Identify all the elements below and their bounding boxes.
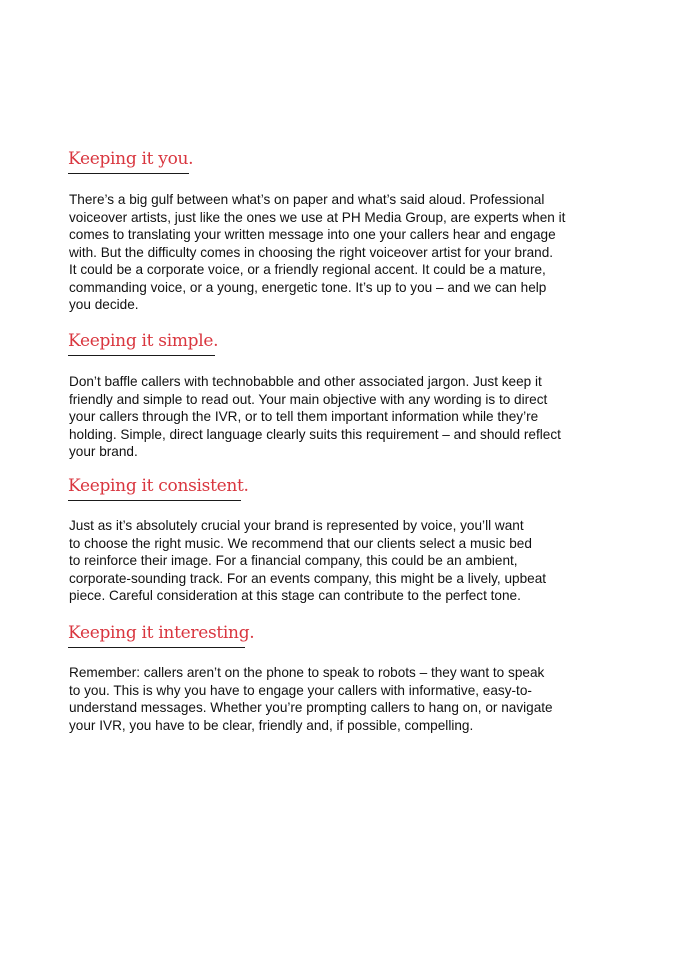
paragraph-line: to reinforce their image. For a financial company, this could be an ambient, (69, 553, 518, 568)
section-heading: Keeping it consistent. (68, 476, 249, 496)
paragraph-line: voiceover artists, just like the ones we use at PH Media Group, are experts when it (69, 209, 566, 225)
paragraph-line: to choose the right music. We recommend that our clients select a music bed (69, 535, 532, 551)
paragraph-line: you decide. (69, 297, 139, 312)
paragraph-line: corporate-sounding track. For an events company, this might be a lively, upbeat (69, 570, 547, 586)
heading-underline (68, 500, 241, 501)
section-heading: Keeping it you. (68, 149, 194, 169)
section-paragraph (69, 517, 629, 605)
paragraph-line: Just as it’s absolutely crucial your brand is represented by voice, you’ll want (69, 518, 524, 533)
paragraph-line: comes to translating your written message into one your callers hear and engage (69, 227, 556, 242)
paragraph-line: with. But the difficulty comes in choosing the right voiceover artist for your brand. (69, 244, 554, 260)
paragraph-line: your IVR, you have to be clear, friendly and, if possible, compelling. (69, 717, 474, 733)
paragraph-line: There’s a big gulf between what’s on paper and what’s said aloud. Professional (69, 192, 545, 207)
heading-underline (68, 173, 189, 174)
heading-underline (68, 647, 245, 648)
section-paragraph (69, 191, 629, 314)
paragraph-line: Don’t baffle callers with technobabble and other associated jargon. Just keep it (69, 374, 542, 389)
paragraph-line: friendly and simple to read out. Your main objective with any wording is to direct (69, 391, 548, 407)
section-heading: Keeping it simple. (68, 331, 219, 351)
paragraph-line: Remember: callers aren’t on the phone to speak to robots – they want to speak (69, 665, 545, 680)
paragraph-line: your brand. (69, 444, 138, 459)
section-paragraph (69, 373, 629, 461)
section-paragraph (69, 664, 629, 734)
paragraph-line: piece. Careful consideration at this stage can contribute to the perfect tone. (69, 588, 521, 603)
heading-underline (68, 355, 215, 356)
paragraph-line: It could be a corporate voice, or a friendly regional accent. It could be a mature, (69, 262, 546, 277)
paragraph-line: understand messages. Whether you’re prompting callers to hang on, or navigate (69, 700, 553, 715)
paragraph-line: to you. This is why you have to engage your callers with informative, easy-to- (69, 682, 532, 698)
paragraph-line: commanding voice, or a young, energetic tone. It’s up to you – and we can help (69, 279, 547, 295)
section-heading: Keeping it interesting. (68, 623, 255, 643)
paragraph-line: holding. Simple, direct language clearly suits this requirement – and should reflect (69, 426, 561, 442)
paragraph-line: your callers through the IVR, or to tell them important information while they’re (69, 409, 539, 424)
